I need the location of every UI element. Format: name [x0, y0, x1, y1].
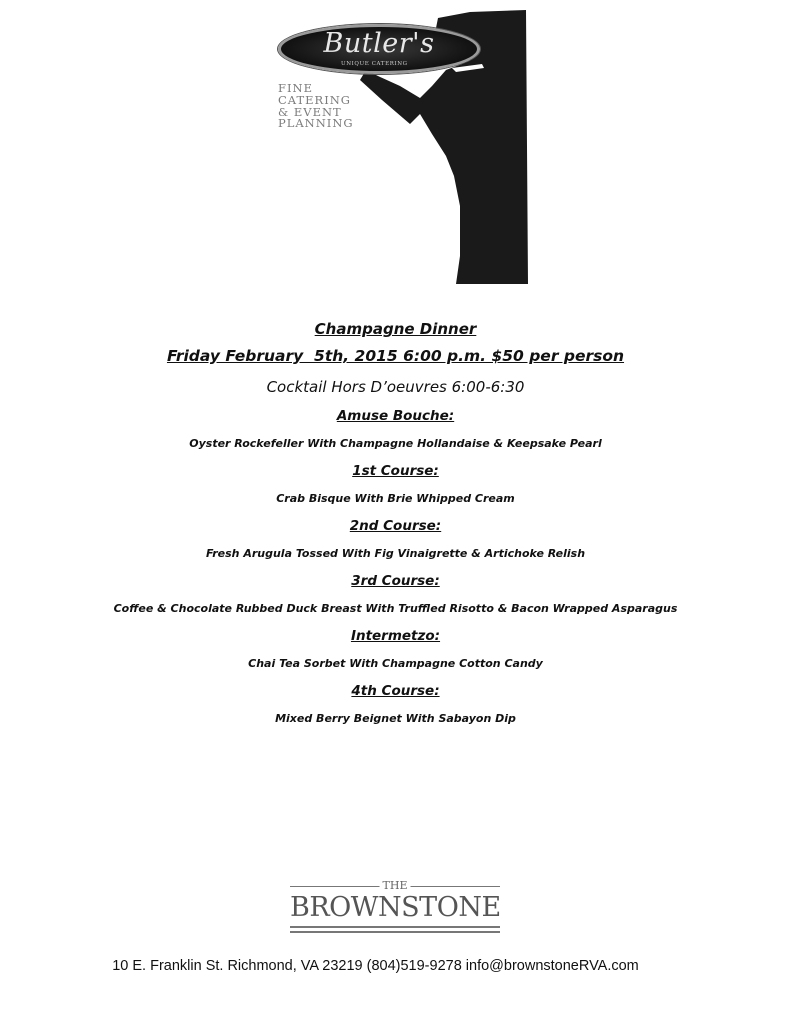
- event-title: Champagne Dinner: [314, 320, 477, 338]
- course-heading: 4th Course:: [351, 683, 440, 699]
- course-heading: 1st Course:: [352, 463, 439, 479]
- course-dish: Mixed Berry Beignet With Sabayon Dip: [275, 712, 516, 725]
- course-heading: Amuse Bouche:: [336, 408, 455, 424]
- brand-subtitle: UNIQUE CATERING: [341, 61, 408, 67]
- brand-tagline: FINE CATERING & EVENT PLANNING: [278, 81, 354, 131]
- course-dish: Chai Tea Sorbet With Champagne Cotton Candy: [248, 657, 543, 670]
- brownstone-logo: [290, 878, 500, 936]
- logo-rule: [290, 931, 500, 933]
- butlers-logo: [270, 6, 540, 284]
- logo-the: THE: [380, 878, 411, 894]
- course-dish: Crab Bisque With Brie Whipped Cream: [276, 492, 515, 505]
- footer-address: 10 E. Franklin St. Richmond, VA 23219 (804)519-9278 info@brownstoneRVA.com: [112, 958, 639, 974]
- dinner-menu: [0, 317, 791, 733]
- brand-name: Butler's: [323, 28, 435, 59]
- course-heading: Intermetzo:: [350, 628, 441, 644]
- butlers-oval-badge: [278, 24, 480, 74]
- logo-name: BROWNSTONE: [290, 892, 501, 923]
- logo-rule: [290, 926, 500, 928]
- course-heading: 3rd Course:: [351, 573, 440, 589]
- event-date-line: Friday February 5th, 2015 6:00 p.m. $50 per person: [166, 347, 625, 365]
- course-dish: Coffee & Chocolate Rubbed Duck Breast With Truffled Risotto & Bacon Wrapped Asparagus: [113, 602, 678, 615]
- course-heading: 2nd Course:: [349, 518, 442, 534]
- course-dish: Fresh Arugula Tossed With Fig Vinaigrette & Artichoke Relish: [205, 547, 586, 560]
- course-dish: Oyster Rockefeller With Champagne Hollandaise & Keepsake Pearl: [189, 437, 602, 450]
- cocktail-line: Cocktail Hors D’oeuvres 6:00-6:30: [266, 378, 525, 396]
